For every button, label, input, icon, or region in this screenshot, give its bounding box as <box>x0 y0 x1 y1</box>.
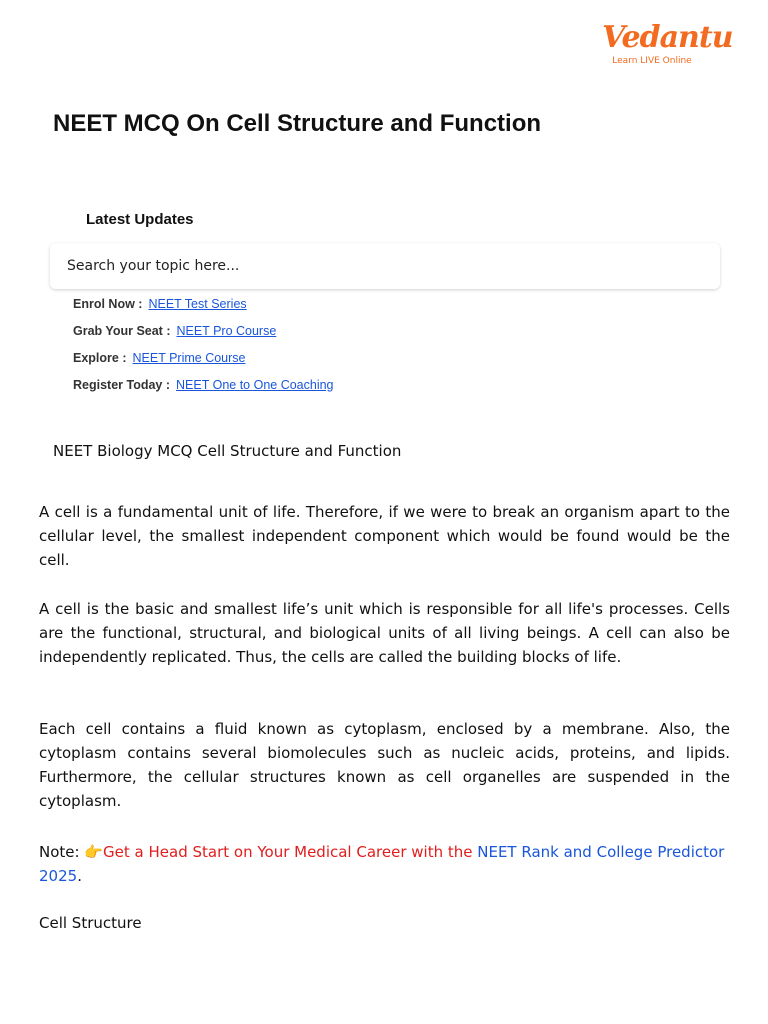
page-title: NEET MCQ On Cell Structure and Function <box>53 110 542 137</box>
neet-pro-course-link[interactable]: NEET Pro Course <box>176 323 277 338</box>
link-row-grab <box>73 317 334 344</box>
note-prefix: Note: <box>39 843 85 861</box>
pointing-hand-icon: 👉 <box>84 843 104 861</box>
search-box[interactable] <box>50 243 720 289</box>
note-line <box>39 840 768 888</box>
link-label: Register Today : <box>73 377 171 392</box>
neet-test-series-link[interactable]: NEET Test Series <box>148 296 247 311</box>
vedantu-logo[interactable] <box>602 20 733 66</box>
logo-brand: Vedantu <box>602 20 733 55</box>
note-suffix: . <box>77 867 82 885</box>
paragraph-3: Each cell contains a fluid known as cytoplasm, enclosed by a membrane. Also, the cytoplasm contains several biomolecules such as nucleic acids, proteins, and lipids. Furthermore, the cellular structures known as cell organelles are suspended in the cytoplasm. <box>39 720 730 810</box>
link-label: Explore : <box>73 350 127 365</box>
link-label: Enrol Now : <box>73 296 143 311</box>
link-row-register <box>73 371 334 398</box>
latest-updates-heading: Latest Updates <box>86 211 194 228</box>
promo-links <box>73 290 334 398</box>
neet-prime-course-link[interactable]: NEET Prime Course <box>132 350 246 365</box>
paragraph-1: A cell is a fundamental unit of life. Therefore, if we were to break an organism apart to the cellular level, the smallest independent component which would be found would be the cell. <box>39 503 730 569</box>
cell-structure-heading: Cell Structure <box>39 914 142 932</box>
link-row-enrol <box>73 290 334 317</box>
neet-one-to-one-link[interactable]: NEET One to One Coaching <box>176 377 334 392</box>
section-title: NEET Biology MCQ Cell Structure and Function <box>53 442 402 460</box>
note-highlight: Get a Head Start on Your Medical Career with the <box>103 843 478 861</box>
rank-predictor-link[interactable]: NEET Rank and College Predictor 2025 <box>39 843 725 885</box>
search-input[interactable] <box>65 257 669 275</box>
paragraph-2: A cell is the basic and smallest life’s unit which is responsible for all life's processes. Cells are the functional, structural, and biological units of all living beings. A cell can also be independently replicated. Thus, the cells are called the building blocks of life. <box>39 600 730 666</box>
link-label: Grab Your Seat : <box>73 323 171 338</box>
logo-tagline: Learn LIVE Online <box>612 56 692 66</box>
link-row-explore <box>73 344 334 371</box>
